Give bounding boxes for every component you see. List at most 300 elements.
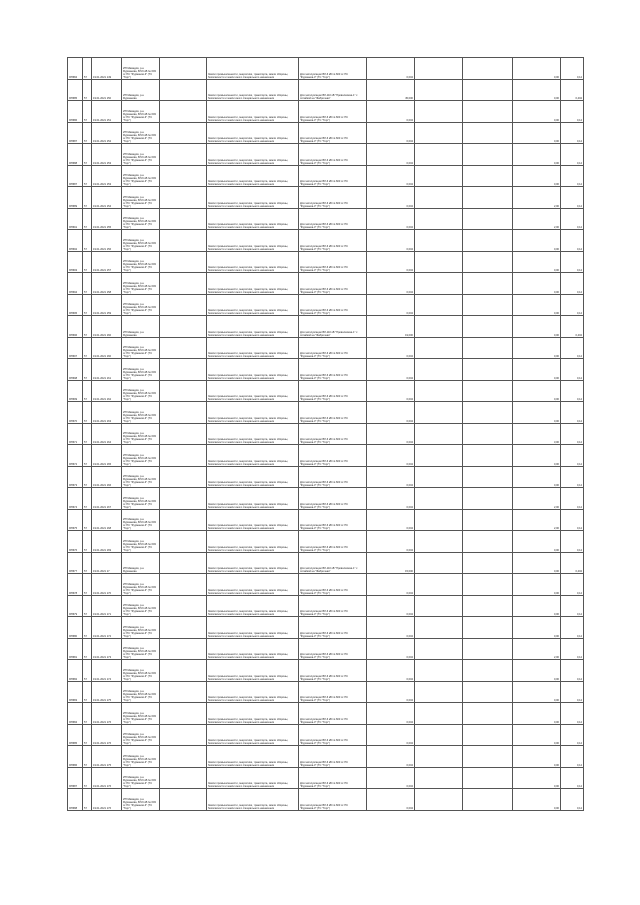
cell-empty: [160, 79, 207, 101]
cell-date: 19.01.2021 176: [92, 789, 122, 811]
cell-date: 19.01.2021 169: [92, 531, 122, 553]
cell-empty: [160, 101, 207, 123]
cell-lessee: ИП Мамедов, р-н Фурманова, ВЛ-6 кВ № 603 от ПС "Фурманов-3" (ТС "Торг"): [122, 230, 160, 252]
cell-code: ЯП699: [68, 380, 83, 402]
cell-object: Для эксплуатации ВЛ-6 кВ № 603 от ПС "Фурманов-3" (ТС "Торг"): [299, 574, 367, 596]
cell-date: 19.01.2021 157: [92, 251, 122, 273]
cell-purpose: Земли промышленности, энергетики, транспорта, земли обороны, безопасности и земли иного специального назначения: [207, 681, 299, 703]
cell-blank: [415, 316, 463, 338]
cell-amount: 0,14: [561, 660, 584, 682]
cell-code: ЯП688: [68, 789, 83, 811]
cell-rate: 0,00: [513, 617, 561, 639]
cell-amount: 0,14: [561, 380, 584, 402]
table-row: [68, 380, 584, 402]
cell-date: 19.01.2021 160: [92, 316, 122, 338]
cell-object: Для эксплуатации ВЛ-6 кВ № 603 от ПС "Фурманов-3" (ТС "Торг"): [299, 660, 367, 682]
cell-purpose: Земли промышленности, энергетики, транспорта, земли обороны, безопасности и земли иного специального назначения: [207, 187, 299, 209]
cell-amount: 0,14: [561, 294, 584, 316]
cell-lessee: ИП Мамедов, р-н Фурманова, ВЛ-6 кВ № 603 от ПС "Фурманов-3" (ТС "Торг"): [122, 724, 160, 746]
cell-rate: 0,00: [513, 724, 561, 746]
cell-num: 57: [83, 402, 92, 424]
cell-rate: 0,00: [513, 380, 561, 402]
table-row: [68, 79, 584, 101]
cell-object: Для эксплуатации ВЛ-6 кВ № 603 от ПС "Фурманов-3" (ТС "Торг"): [299, 724, 367, 746]
cell-rate: 0,00: [513, 58, 561, 80]
cell-empty: [160, 337, 207, 359]
cell-rate: 0,00: [513, 122, 561, 144]
cell-purpose: Земли промышленности, энергетики, транспорта, земли обороны, безопасности и земли иного специального назначения: [207, 466, 299, 488]
cell-code: ЯП674: [68, 488, 83, 510]
cell-code: ЯП687: [68, 767, 83, 789]
cell-num: 57: [83, 660, 92, 682]
cell-empty: [160, 294, 207, 316]
cell-amount: 0,14: [561, 58, 584, 80]
cell-date: 19.01.2021 164: [92, 423, 122, 445]
cell-date: 19.01.2021 176: [92, 724, 122, 746]
table-row: [68, 509, 584, 531]
cell-num: 57: [83, 789, 92, 811]
cell-area: 0,004: [367, 165, 415, 187]
cell-purpose: Земли промышленности, энергетики, транспорта, земли обороны, безопасности и земли иного специального назначения: [207, 767, 299, 789]
cell-lessee: ИП Мамедов, р-н Фурманова: [122, 79, 160, 101]
cell-blank: [415, 359, 463, 381]
cell-empty: [160, 466, 207, 488]
cell-area: 0,004: [367, 380, 415, 402]
cell-blank: [415, 724, 463, 746]
cell-amount: 0,14: [561, 165, 584, 187]
cell-empty: [160, 273, 207, 295]
cell-rate: 2,00: [513, 638, 561, 660]
cell-object: Для эксплуатации ВЛ-6 кВ № 603 от ПС "Фурманов-3" (ТС "Торг"): [299, 208, 367, 230]
cell-code: ЯП678: [68, 574, 83, 596]
cell-date: 19.01.2021 173: [92, 638, 122, 660]
cell-empty: [160, 531, 207, 553]
cell-amount: 0,14: [561, 273, 584, 295]
cell-blank: [415, 660, 463, 682]
cell-code: ЯП676: [68, 531, 83, 553]
cell-empty: [463, 595, 513, 617]
cell-empty: [463, 101, 513, 123]
cell-object: Для эксплуатации ВЛ-6 кВ № 603 от ПС "Фурманов-3" (ТС "Торг"): [299, 337, 367, 359]
cell-empty: [160, 144, 207, 166]
cell-blank: [415, 552, 463, 574]
cell-rate: 0,00: [513, 101, 561, 123]
cell-date: 19.01.2021 170: [92, 574, 122, 596]
cell-object: Для эксплуатации ВЛ-6 кВ № 603 от ПС "Фурманов-3" (ТС "Торг"): [299, 595, 367, 617]
cell-area: 0,004: [367, 595, 415, 617]
cell-empty: [160, 681, 207, 703]
cell-object: Для эксплуатации ВЛ-6 кВ № 603 от ПС "Фурманов-3" (ТС "Торг"): [299, 187, 367, 209]
table-row: [68, 638, 584, 660]
cell-area: 0,004: [367, 122, 415, 144]
cell-rate: 0,00: [513, 789, 561, 811]
cell-empty: [463, 208, 513, 230]
cell-area: 0,004: [367, 251, 415, 273]
cell-blank: [415, 273, 463, 295]
cell-area: 0,004: [367, 101, 415, 123]
cell-object: Для эксплуатации ВЛ-6 кВ № 603 от ПС "Фурманов-3" (ТС "Торг"): [299, 101, 367, 123]
cell-amount: 0,14: [561, 466, 584, 488]
cell-date: 19.01.2021 168: [92, 509, 122, 531]
cell-rate: 0,00: [513, 595, 561, 617]
cell-code: ЯП696: [68, 316, 83, 338]
cell-amount: 0,14: [561, 617, 584, 639]
cell-object: Для эксплуатации ВЛ-6 кВ № 603 от ПС "Фурманов-3" (ТС "Торг"): [299, 230, 367, 252]
cell-num: 57: [83, 359, 92, 381]
cell-num: 57: [83, 79, 92, 101]
cell-rate: 0,00: [513, 703, 561, 725]
cell-blank: [415, 789, 463, 811]
cell-area: 0,004: [367, 767, 415, 789]
cell-code: ЯП688: [68, 144, 83, 166]
cell-object: Для эксплуатации ВЛ-110 кВ "Приволжская-1" с отпайкой на "Фабричная": [299, 552, 367, 574]
cell-area: 15,000: [367, 552, 415, 574]
cell-empty: [463, 466, 513, 488]
table-row: [68, 294, 584, 316]
cell-num: 57: [83, 638, 92, 660]
cell-object: Для эксплуатации ВЛ-6 кВ № 603 от ПС "Фурманов-3" (ТС "Торг"): [299, 380, 367, 402]
cell-date: 19.01.2021 165: [92, 445, 122, 467]
cell-area: 0,004: [367, 58, 415, 80]
cell-empty: [463, 552, 513, 574]
cell-blank: [415, 681, 463, 703]
cell-rate: 0,00: [513, 746, 561, 768]
cell-date: 19.01.2021 17: [92, 552, 122, 574]
cell-num: 57: [83, 724, 92, 746]
cell-lessee: ИП Мамедов, р-н Фурманова, ВЛ-6 кВ № 603 от ПС "Фурманов-3" (ТС "Торг"): [122, 767, 160, 789]
cell-num: 57: [83, 251, 92, 273]
cell-rate: 0,00: [513, 79, 561, 101]
cell-empty: [160, 445, 207, 467]
cell-code: ЯП685: [68, 724, 83, 746]
cell-empty: [463, 638, 513, 660]
cell-code: ЯП671: [68, 423, 83, 445]
cell-num: 57: [83, 703, 92, 725]
cell-date: 19.01.2021 152: [92, 122, 122, 144]
cell-rate: 0,00: [513, 660, 561, 682]
cell-num: 57: [83, 488, 92, 510]
cell-date: 19.01.2021 156: [92, 230, 122, 252]
cell-date: 19.01.2021 150: [92, 79, 122, 101]
cell-object: Для эксплуатации ВЛ-6 кВ № 603 от ПС "Фурманов-3" (ТС "Торг"): [299, 359, 367, 381]
cell-lessee: ИП Мамедов, р-н Фурманова, ВЛ-6 кВ № 603 от ПС "Фурманов-3" (ТС "Торг"): [122, 681, 160, 703]
cell-object: Для эксплуатации ВЛ-6 кВ № 603 от ПС "Фурманов-3" (ТС "Торг"): [299, 165, 367, 187]
cell-blank: [415, 101, 463, 123]
cell-blank: [415, 488, 463, 510]
cell-empty: [463, 681, 513, 703]
table-row: [68, 58, 584, 80]
cell-lessee: ИП Мамедов, р-н Фурманова, ВЛ-6 кВ № 603 от ПС "Фурманов-3" (ТС "Торг"): [122, 509, 160, 531]
cell-rate: 0,00: [513, 230, 561, 252]
cell-amount: 0,404: [561, 552, 584, 574]
cell-num: 57: [83, 423, 92, 445]
cell-empty: [160, 251, 207, 273]
cell-code: ЯП681: [68, 638, 83, 660]
cell-purpose: Земли промышленности, энергетики, транспорта, земли обороны, безопасности и земли иного специального назначения: [207, 165, 299, 187]
cell-date: 19.01.2021 167: [92, 488, 122, 510]
cell-empty: [160, 574, 207, 596]
cell-area: 19,000: [367, 316, 415, 338]
cell-blank: [415, 165, 463, 187]
cell-code: ЯП682: [68, 660, 83, 682]
cell-amount: 0,14: [561, 703, 584, 725]
cell-area: 0,004: [367, 337, 415, 359]
cell-amount: 0,404: [561, 316, 584, 338]
cell-rate: 0,00: [513, 531, 561, 553]
table-row: [68, 531, 584, 553]
cell-empty: [160, 230, 207, 252]
cell-num: 57: [83, 380, 92, 402]
cell-area: 0,004: [367, 445, 415, 467]
cell-code: ЯП697: [68, 337, 83, 359]
cell-empty: [463, 294, 513, 316]
cell-rate: 0,00: [513, 552, 561, 574]
cell-purpose: Земли промышленности, энергетики, транспорта, земли обороны, безопасности и земли иного специального назначения: [207, 488, 299, 510]
cell-lessee: ИП Мамедов, р-н Фурманова, ВЛ-6 кВ № 603 от ПС "Фурманов-3" (ТС "Торг"): [122, 466, 160, 488]
cell-date: 19.01.2021 166: [92, 466, 122, 488]
cell-lessee: ИП Мамедов, р-н Фурманова, ВЛ-6 кВ № 603 от ПС "Фурманов-3" (ТС "Торг"): [122, 423, 160, 445]
cell-lessee: ИП Мамедов, р-н Фурманова, ВЛ-6 кВ № 603 от ПС "Фурманов-3" (ТС "Торг"): [122, 703, 160, 725]
cell-area: 0,004: [367, 230, 415, 252]
cell-code: ЯП693: [68, 251, 83, 273]
cell-num: 57: [83, 531, 92, 553]
cell-empty: [160, 208, 207, 230]
cell-lessee: ИП Мамедов, р-н Фурманова, ВЛ-6 кВ № 603 от ПС "Фурманов-3" (ТС "Торг"): [122, 488, 160, 510]
cell-area: 0,004: [367, 724, 415, 746]
cell-area: 45,000: [367, 79, 415, 101]
cell-purpose: Земли промышленности, энергетики, транспорта, земли обороны, безопасности и земли иного специального назначения: [207, 101, 299, 123]
cell-empty: [160, 703, 207, 725]
cell-area: 0,004: [367, 617, 415, 639]
cell-empty: [463, 144, 513, 166]
table-row: [68, 488, 584, 510]
cell-code: ЯП675: [68, 509, 83, 531]
table-row: [68, 660, 584, 682]
cell-rate: 0,00: [513, 402, 561, 424]
cell-empty: [160, 423, 207, 445]
cell-rate: 2,00: [513, 509, 561, 531]
cell-area: 0,004: [367, 294, 415, 316]
cell-num: 57: [83, 316, 92, 338]
spreadsheet-page: [67, 57, 583, 811]
cell-amount: 0,14: [561, 531, 584, 553]
cell-date: 19.01.2021 174: [92, 660, 122, 682]
cell-purpose: Земли промышленности, энергетики, транспорта, земли обороны, безопасности и земли иного специального назначения: [207, 208, 299, 230]
cell-area: 0,004: [367, 681, 415, 703]
cell-area: 0,004: [367, 660, 415, 682]
cell-blank: [415, 746, 463, 768]
cell-lessee: ИП Мамедов, р-н Фурманова, ВЛ-6 кВ № 603 от ПС "Фурманов-3" (ТС "Торг"): [122, 617, 160, 639]
cell-object: Для эксплуатации ВЛ-6 кВ № 603 от ПС "Фурманов-3" (ТС "Торг"): [299, 703, 367, 725]
cell-purpose: Земли промышленности, энергетики, транспорта, земли обороны, безопасности и земли иного специального назначения: [207, 660, 299, 682]
cell-blank: [415, 79, 463, 101]
cell-object: Для эксплуатации ВЛ-6 кВ № 603 от ПС "Фурманов-3" (ТС "Торг"): [299, 423, 367, 445]
cell-amount: 0,14: [561, 101, 584, 123]
cell-num: 57: [83, 144, 92, 166]
cell-num: 57: [83, 595, 92, 617]
cell-rate: 0,00: [513, 294, 561, 316]
cell-empty: [463, 79, 513, 101]
cell-empty: [160, 488, 207, 510]
cell-object: Для эксплуатации ВЛ-6 кВ № 603 от ПС "Фурманов-3" (ТС "Торг"): [299, 789, 367, 811]
table-row: [68, 165, 584, 187]
cell-empty: [160, 638, 207, 660]
cell-blank: [415, 767, 463, 789]
cell-empty: [463, 230, 513, 252]
cell-amount: 0,14: [561, 423, 584, 445]
cell-code: ЯП687: [68, 165, 83, 187]
cell-empty: [160, 509, 207, 531]
cell-purpose: Земли промышленности, энергетики, транспорта, земли обороны, безопасности и земли иного специального назначения: [207, 638, 299, 660]
cell-empty: [463, 122, 513, 144]
cell-lessee: ИП Мамедов, р-н Фурманова, ВЛ-6 кВ № 603 от ПС "Фурманов-3" (ТС "Торг"): [122, 208, 160, 230]
cell-amount: 0,14: [561, 789, 584, 811]
table-row: [68, 466, 584, 488]
table-row: [68, 337, 584, 359]
cell-purpose: Земли промышленности, энергетики, транспорта, земли обороны, безопасности и земли иного специального назначения: [207, 746, 299, 768]
cell-rate: 0,00: [513, 144, 561, 166]
cell-empty: [463, 531, 513, 553]
table-row: [68, 316, 584, 338]
cell-num: 57: [83, 187, 92, 209]
cell-object: Для эксплуатации ВЛ-6 кВ № 603 от ПС "Фурманов-3" (ТС "Торг"): [299, 402, 367, 424]
cell-area: 0,004: [367, 746, 415, 768]
cell-blank: [415, 380, 463, 402]
cell-code: ЯП683: [68, 681, 83, 703]
cell-object: Для эксплуатации ВЛ-6 кВ № 603 от ПС "Фурманов-3" (ТС "Торг"): [299, 144, 367, 166]
cell-num: 57: [83, 509, 92, 531]
table-row: [68, 402, 584, 424]
cell-object: Для эксплуатации ВЛ-6 кВ № 603 от ПС "Фурманов-3" (ТС "Торг"): [299, 273, 367, 295]
cell-empty: [463, 359, 513, 381]
cell-amount: 0,14: [561, 445, 584, 467]
cell-empty: [463, 789, 513, 811]
cell-date: 19.01.2021 153: [92, 144, 122, 166]
cell-object: Для эксплуатации ВЛ-6 кВ № 603 от ПС "Фурманов-3" (ТС "Торг"): [299, 488, 367, 510]
cell-area: 0,004: [367, 574, 415, 596]
cell-area: 0,004: [367, 466, 415, 488]
cell-date: 19.01.2021 161: [92, 359, 122, 381]
cell-empty: [463, 445, 513, 467]
cell-object: Для эксплуатации ВЛ-6 кВ № 603 от ПС "Фурманов-3" (ТС "Торг"): [299, 531, 367, 553]
cell-num: 57: [83, 122, 92, 144]
cell-amount: 0,14: [561, 208, 584, 230]
cell-empty: [463, 423, 513, 445]
cell-lessee: ИП Мамедов, р-н Фурманова, ВЛ-6 кВ № 603 от ПС "Фурманов-3" (ТС "Торг"): [122, 531, 160, 553]
cell-empty: [463, 187, 513, 209]
cell-area: 0,004: [367, 531, 415, 553]
cell-purpose: Земли промышленности, энергетики, транспорта, земли обороны, безопасности и земли иного специального назначения: [207, 703, 299, 725]
cell-blank: [415, 574, 463, 596]
cell-date: 19.01.2021 155: [92, 208, 122, 230]
cell-code: ЯП677: [68, 552, 83, 574]
cell-area: 0,004: [367, 402, 415, 424]
table-row: [68, 552, 584, 574]
cell-code: ЯП673: [68, 466, 83, 488]
cell-object: Для эксплуатации ВЛ-6 кВ № 603 от ПС "Фурманов-3" (ТС "Торг"): [299, 746, 367, 768]
cell-area: 0,004: [367, 488, 415, 510]
cell-amount: 0,14: [561, 724, 584, 746]
table-row: [68, 595, 584, 617]
cell-blank: [415, 337, 463, 359]
cell-rate: 3,00: [513, 423, 561, 445]
cell-area: 0,004: [367, 703, 415, 725]
cell-amount: 0,14: [561, 337, 584, 359]
cell-blank: [415, 509, 463, 531]
cell-area: 0,004: [367, 208, 415, 230]
cell-blank: [415, 466, 463, 488]
cell-rate: 0,00: [513, 251, 561, 273]
cell-empty: [463, 767, 513, 789]
cell-code: ЯП670: [68, 402, 83, 424]
cell-lessee: ИП Мамедов, р-н Фурманова, ВЛ-6 кВ № 603 от ПС "Фурманов-3" (ТС "Торг"): [122, 445, 160, 467]
cell-empty: [463, 337, 513, 359]
cell-purpose: Земли промышленности, энергетики, транспорта, земли обороны, безопасности и земли иного специального назначения: [207, 251, 299, 273]
cell-date: 19.01.2021 158: [92, 273, 122, 295]
table-body: [68, 58, 584, 811]
table-row: [68, 144, 584, 166]
cell-empty: [463, 660, 513, 682]
cell-purpose: Земли промышленности, энергетики, транспорта, земли обороны, безопасности и земли иного специального назначения: [207, 380, 299, 402]
cell-rate: 0,00: [513, 445, 561, 467]
cell-blank: [415, 294, 463, 316]
cell-purpose: Земли промышленности, энергетики, транспорта, земли обороны, безопасности и земли иного специального назначения: [207, 574, 299, 596]
cell-object: Для эксплуатации ВЛ-6 кВ № 603 от ПС "Фурманов-3" (ТС "Торг"): [299, 122, 367, 144]
cell-empty: [463, 273, 513, 295]
cell-date: 19.01.2021 149: [92, 58, 122, 80]
cell-date: 19.01.2021 154: [92, 187, 122, 209]
cell-num: 57: [83, 681, 92, 703]
cell-num: 57: [83, 466, 92, 488]
cell-date: 19.01.2021 153: [92, 165, 122, 187]
cell-code: ЯП684: [68, 58, 83, 80]
cell-area: 0,004: [367, 638, 415, 660]
cell-empty: [463, 724, 513, 746]
cell-purpose: Земли промышленности, энергетики, транспорта, земли обороны, безопасности и земли иного специального назначения: [207, 273, 299, 295]
cell-date: 19.01.2021 160: [92, 337, 122, 359]
cell-area: 0,004: [367, 187, 415, 209]
cell-rate: 0,00: [513, 466, 561, 488]
cell-blank: [415, 58, 463, 80]
table-row: [68, 767, 584, 789]
cell-amount: 0,14: [561, 746, 584, 768]
cell-code: ЯП686: [68, 746, 83, 768]
cell-object: Для эксплуатации ВЛ-110 кВ "Приволжская-1" с отпайкой на "Фабричная": [299, 79, 367, 101]
cell-num: 57: [83, 101, 92, 123]
table-row: [68, 101, 584, 123]
cell-empty: [160, 402, 207, 424]
cell-amount: 0,14: [561, 122, 584, 144]
table-row: [68, 681, 584, 703]
cell-lessee: ИП Мамедов, р-н Фурманова, ВЛ-6 кВ № 603 от ПС "Фурманов-3" (ТС "Торг"): [122, 746, 160, 768]
cell-purpose: Земли промышленности, энергетики, транспорта, земли обороны, безопасности и земли иного специального назначения: [207, 509, 299, 531]
cell-num: 57: [83, 552, 92, 574]
table-row: [68, 273, 584, 295]
cell-empty: [160, 187, 207, 209]
cell-code: ЯП679: [68, 595, 83, 617]
cell-num: 57: [83, 746, 92, 768]
cell-empty: [160, 122, 207, 144]
cell-code: ЯП685: [68, 79, 83, 101]
cell-empty: [160, 724, 207, 746]
table-row: [68, 724, 584, 746]
table-row: [68, 789, 584, 811]
cell-amount: 0,404: [561, 79, 584, 101]
cell-blank: [415, 144, 463, 166]
cell-lessee: ИП Мамедов, р-н Фурманова, ВЛ-6 кВ № 603 от ПС "Фурманов-3" (ТС "Торг"): [122, 337, 160, 359]
cell-date: 19.01.2021 159: [92, 294, 122, 316]
cell-blank: [415, 638, 463, 660]
